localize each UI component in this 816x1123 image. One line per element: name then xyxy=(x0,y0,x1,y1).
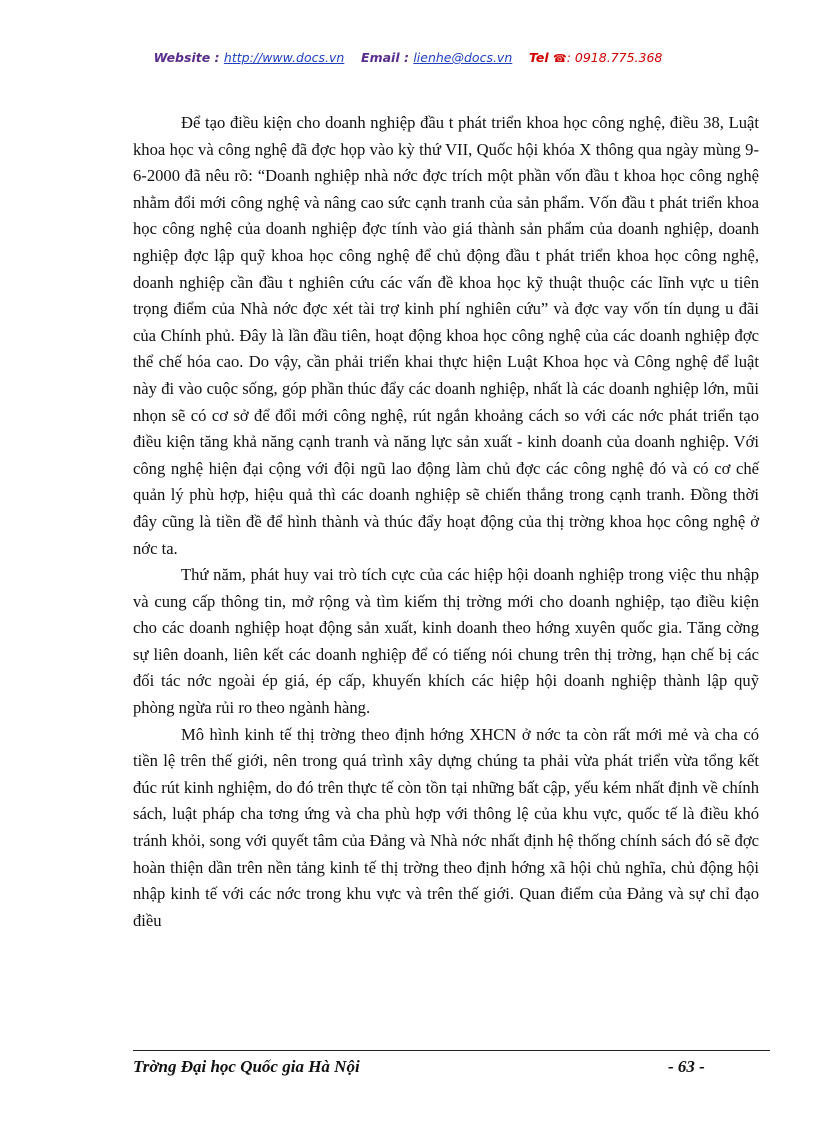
website-link[interactable]: http://www.docs.vn xyxy=(223,50,345,65)
phone-icon: ☎ xyxy=(553,52,567,65)
website-label: Website : xyxy=(153,50,220,65)
page-number: - 63 - xyxy=(668,1057,705,1076)
email-label: Email : xyxy=(361,50,409,65)
footer-divider xyxy=(133,1050,770,1051)
paragraph-3: Mô hình kinh tế thị trờng theo định hớng XHCN ở nớc ta còn rất mới mẻ và cha có tiền lệ trên thế giới, nên trong quá trình xây dựng chúng ta phải vừa phát triển vừa tổng kết đúc rút kinh nghiệm, do đó trên thực tế còn tồn tại những bất cập, yếu kém nhất định về chính sách, luật pháp cha tơng ứng và cha phù hợp với thông lệ của khu vực, quốc tế là điều khó tránh khỏi, song với quyết tâm của Đảng và Nhà nớc nhất định hệ thống chính sách đó sẽ đợc hoàn thiện dần trên nền tảng kinh tế thị trờng theo định hớng xã hội chủ nghĩa, chủ động hội nhập kinh tế với các nớc trong khu vực và trên thế giới. Quan điểm của Đảng và sự chỉ đạo điều xyxy=(133,724,759,930)
paragraph-1: Để tạo điều kiện cho doanh nghiệp đầu t phát triển khoa học công nghệ, điều 38, Luật khoa học và công nghệ đã đợc họp vào kỳ thứ VII, Quốc hội khóa X thông qua ngày mùng 9-6-2000 đã nêu rõ: “Doanh nghiệp nhà nớc đợc trích một phần vốn đầu t khoa học công nghệ nhằm đổi mới công nghệ và nâng cao sức cạnh tranh của sản phẩm. Vốn đầu t phát triển khoa học công nghệ của doanh nghiệp đợc tính vào giá thành sản phẩm của doanh nghiệp, doanh nghiệp đợc lập quỹ khoa học công nghệ để chủ động đầu t phát triển khoa học công nghệ, doanh nghiệp cần đầu t nghiên cứu các vấn đề khoa học kỹ thuật thuộc các lĩnh vực u tiên trọng điểm của Nhà nớc đợc xét tài trợ kinh phí nghiên cứu” và đợc vay vốn tín dụng u đãi của Chính phủ. Đây là lần đầu tiên, hoạt động khoa học công nghệ của các doanh nghiệp đợc thể chế hóa cao. Do vậy, cần phải triển khai thực hiện Luật Khoa học và Công nghệ để luật này đi vào cuộc sống, góp phần thúc đẩy các doanh nghiệp, nhất là các doanh nghiệp lớn, mũi nhọn sẽ có cơ sở để đổi mới công nghệ, rút ngắn khoảng cách so với các nớc phát triển tạo điều kiện tăng khả năng cạnh tranh và năng lực sản xuất - kinh doanh của doanh nghiệp. Với công nghệ hiện đại cộng với đội ngũ lao động làm chủ đợc các công nghệ đó và có cơ chế quản lý phù hợp, hiệu quả thì các doanh nghiệp sẽ chiến thắng trong cạnh tranh. Đồng thời đây cũng là tiền đề để hình thành và thúc đẩy hoạt động của thị trờng khoa học công nghệ ở nớc ta. xyxy=(133,113,759,558)
tel-label: Tel xyxy=(528,50,549,65)
tel-value: : 0918.775.368 xyxy=(566,50,663,65)
footer-institution: Trờng Đại học Quốc gia Hà Nội xyxy=(133,1057,360,1076)
document-body xyxy=(133,110,759,934)
page-header xyxy=(0,50,816,65)
email-link[interactable]: lienhe@docs.vn xyxy=(413,50,513,65)
paragraph-2: Thứ năm, phát huy vai trò tích cực của các hiệp hội doanh nghiệp trong việc thu nhập và cung cấp thông tin, mở rộng và tìm kiếm thị trờng mới cho doanh nghiệp, tạo điều kiện cho các doanh nghiệp hoạt động sản xuất, kinh doanh theo hớng xuyên quốc gia. Tăng cờng sự liên doanh, liên kết các doanh nghiệp để có tiếng nói chung trên thị trờng, hạn chế bị các đối tác nớc ngoài ép giá, ép cấp, khuyến khích các hiệp hội doanh nghiệp thành lập quỹ phòng ngừa rủi ro theo ngành hàng. xyxy=(133,565,759,718)
